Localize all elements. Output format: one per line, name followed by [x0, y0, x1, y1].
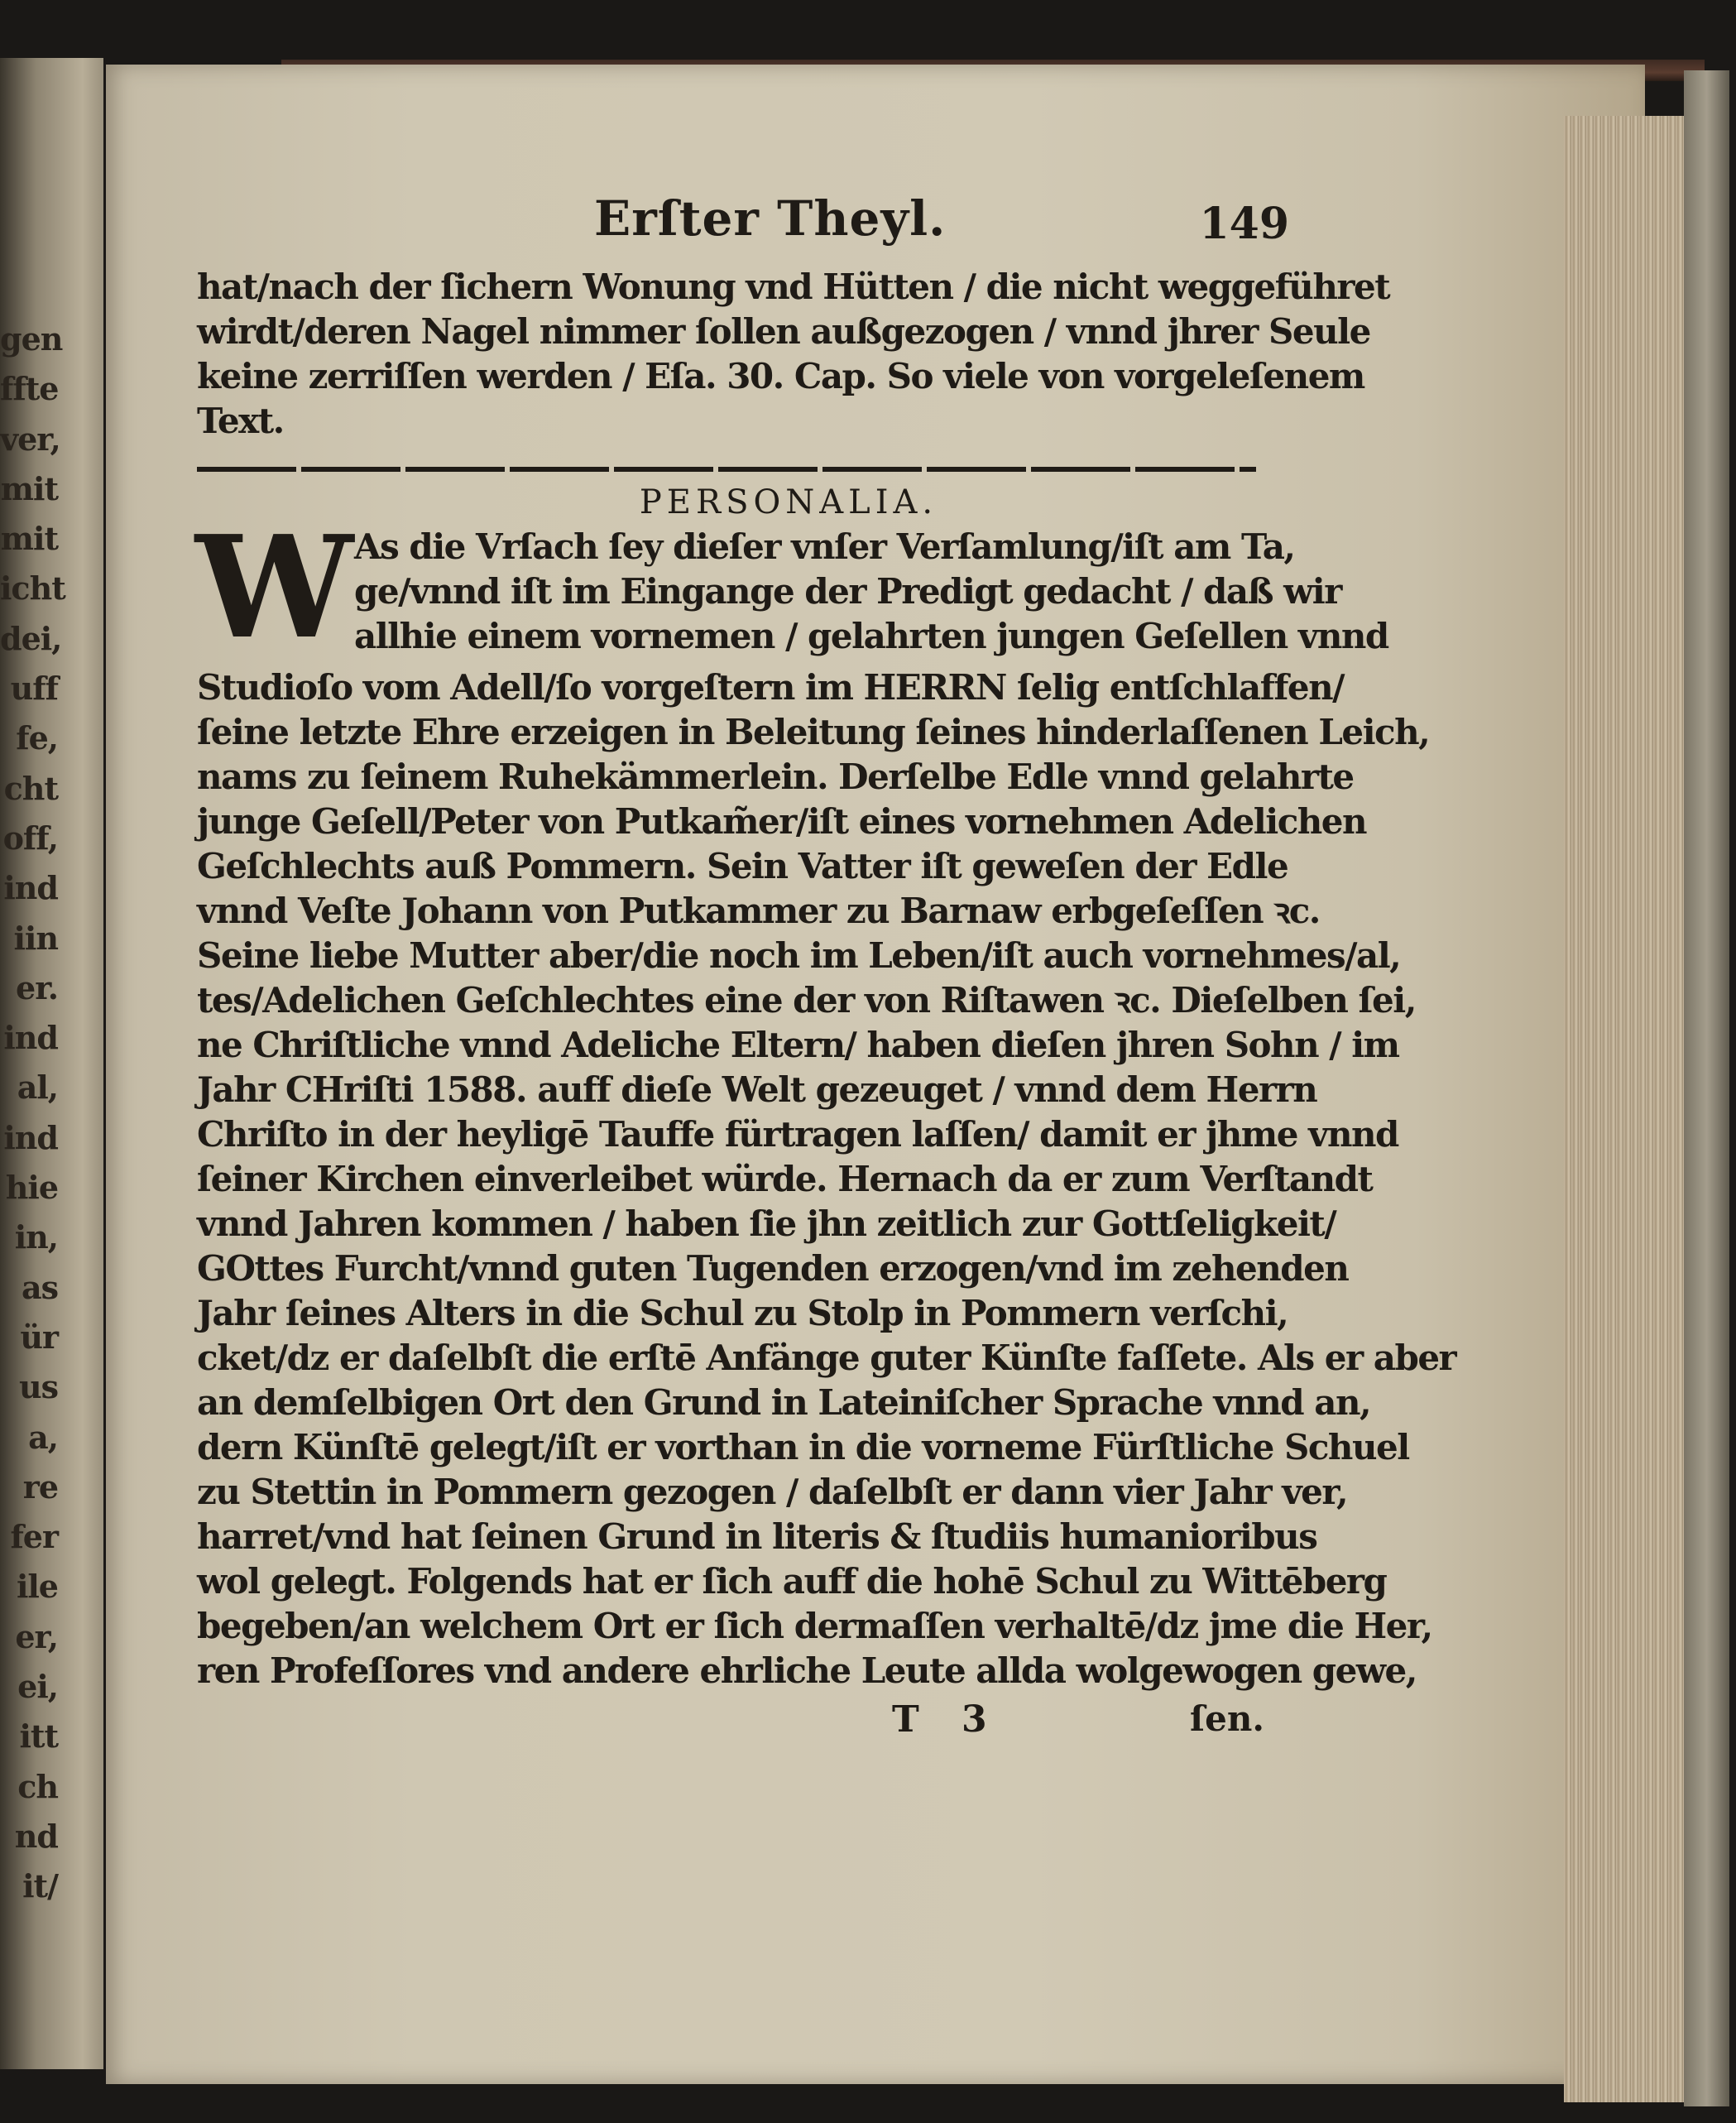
text-line: hat/nach der ſichern Wonung vnd Hütten / die nicht weggeführet	[197, 267, 1390, 307]
facing-page-fragment: off,	[2, 819, 58, 857]
text-line: Chriſto in der heyligē Tauffe fürtragen laſſen/ damit er jhme vnnd	[197, 1114, 1398, 1155]
text-line: harret/vnd hat ſeinen Grund in literis & ſtudiis humanioribus	[197, 1516, 1317, 1557]
text-line: Jahr CHriſti 1588. auff dieſe Welt gezeuget / vnnd dem Herrn	[197, 1069, 1317, 1110]
facing-page-fragment: ver,	[0, 420, 60, 458]
facing-page-fragment: ind	[3, 1019, 58, 1057]
decorated-initial: W	[195, 505, 353, 670]
section-heading: PERSONALIA.	[639, 483, 938, 521]
text-line: dern Künſtē gelegt/iſt er vorthan in die vorneme Fürſtliche Schuel	[197, 1427, 1409, 1467]
facing-page-fragment: in,	[14, 1218, 58, 1256]
text-line: zu Stettin in Pommern gezogen / daſelbſt er dann vier Jahr ver,	[197, 1472, 1348, 1512]
facing-page-fragment: uff	[10, 670, 58, 708]
page-header	[197, 190, 1289, 265]
text-line: GOttes Furcht/vnnd guten Tugenden erzogen/vnd im zehenden	[197, 1248, 1349, 1289]
facing-page-fragment: ind	[3, 1118, 58, 1156]
text-line: wol gelegt. Folgends hat er ſich auff die hohē Schul zu Wittēberg	[197, 1561, 1387, 1602]
initial-lines	[354, 525, 1388, 659]
text-line: Seine liebe Mutter aber/die noch im Leben/iſt auch vornehmes/al,	[197, 935, 1401, 976]
facing-page-fragment: ile	[16, 1568, 58, 1606]
text-line: Studioſo vom Adell/ſo vorgeſtern im HERRN ſelig entſchlaffen/	[197, 667, 1344, 708]
text-line: tes/Adelichen Geſchlechtes eine der von Riſtawen ꝛc. Dieſelben ſei,	[197, 980, 1416, 1021]
running-title: Erſter Theyl.	[594, 190, 947, 247]
section-divider	[197, 467, 1256, 472]
page-footer	[197, 1698, 1264, 1748]
page-number: 149	[1199, 199, 1289, 249]
facing-page-fragment: er,	[15, 1617, 58, 1655]
facing-page-fragment: er.	[16, 968, 58, 1006]
facing-page-fragment: itt	[19, 1717, 58, 1756]
facing-page-fragment: fer	[10, 1518, 58, 1556]
facing-page-fragment: mit	[0, 520, 58, 558]
signature-mark: T 3	[892, 1698, 1002, 1741]
text-line: an demſelbigen Ort den Grund in Lateiniſcher Sprache vnnd an,	[197, 1382, 1371, 1423]
facing-page-fragment: ind	[3, 869, 58, 907]
text-line: Text.	[197, 401, 284, 441]
facing-page-fragment: us	[18, 1368, 58, 1406]
text-line: As die Vrſach ſey dieſer vnſer Verſamlung/iſt am Ta,	[354, 526, 1295, 567]
text-line: junge Geſell/Peter von Putkam̃er/iſt eines vornehmen Adelichen	[197, 801, 1367, 842]
text-line: ge/vnnd iſt im Eingange der Predigt gedacht / daß wir	[354, 571, 1341, 612]
text-line: ne Chriſtliche vnnd Adeliche Eltern/ haben dieſen jhren Sohn / im	[197, 1025, 1399, 1065]
facing-page-fragment: ffte	[0, 370, 59, 408]
page-text-block	[195, 190, 1456, 1748]
text-line: Jahr ſeines Alters in die Schul zu Stolp in Pommern verſchi,	[197, 1293, 1288, 1333]
text-line: ren Profeſſores vnd andere ehrliche Leute allda wolgewogen gewe,	[197, 1650, 1417, 1691]
facing-page-fragment: as	[21, 1268, 58, 1306]
facing-page-fragment: ei,	[17, 1668, 58, 1706]
text-line: nams zu ſeinem Ruhekämmerlein. Derſelbe Edle vnnd gelahrte	[197, 756, 1354, 797]
facing-page-fragment: al,	[17, 1069, 58, 1107]
facing-page-fragment: it/	[22, 1867, 58, 1905]
text-line: allhie einem vornemen / gelahrten jungen Geſellen vnnd	[354, 616, 1388, 656]
text-line: keine zerriſſen werden / Eſa. 30. Cap. So viele von vorgeleſenem	[197, 356, 1364, 396]
facing-page-fragment: mit	[0, 469, 58, 507]
page-edges	[1564, 116, 1684, 2102]
facing-page-fragment: ch	[17, 1767, 58, 1805]
facing-page-fragment: nd	[14, 1817, 58, 1855]
catchword: ſen.	[1190, 1698, 1264, 1739]
facing-page-fragment: ür	[20, 1318, 58, 1356]
book-cover-edge	[1684, 70, 1729, 2106]
text-line: vnnd Veſte Johann von Putkammer zu Barnaw erbgeſeſſen ꝛc.	[197, 891, 1320, 931]
facing-page-text	[0, 315, 65, 1912]
initial-paragraph-start	[195, 505, 1388, 670]
intro-paragraph	[197, 265, 1390, 444]
facing-page	[0, 58, 103, 2069]
facing-page-fragment: icht	[0, 569, 65, 608]
facing-page-fragment: dei,	[0, 619, 62, 657]
personalia-body	[197, 665, 1456, 1693]
text-line: cket/dz er daſelbſt die erſtē Anfänge guter Künſte faſſete. Als er aber	[197, 1338, 1456, 1378]
text-line: vnnd Jahren kommen / haben ſie jhn zeitlich zur Gottſeligkeit/	[197, 1203, 1336, 1244]
text-line: Geſchlechts auß Pommern. Sein Vatter iſt geweſen der Edle	[197, 846, 1288, 886]
facing-page-fragment: fe,	[16, 719, 58, 757]
facing-page-fragment: gen	[0, 320, 63, 358]
text-line: ſeiner Kirchen einverleibet würde. Hernach da er zum Verſtandt	[197, 1159, 1373, 1199]
facing-page-fragment: re	[22, 1467, 58, 1506]
text-line: wirdt/deren Nagel nimmer ſollen außgezogen / vnnd jhrer Seule	[197, 311, 1370, 352]
text-line: begeben/an welchem Ort er ſich dermaſſen verhaltē/dz jme die Her,	[197, 1606, 1432, 1646]
facing-page-fragment: a,	[28, 1418, 58, 1456]
facing-page-fragment: iin	[13, 919, 58, 957]
facing-page-fragment: hie	[5, 1169, 58, 1207]
text-line: ſeine letzte Ehre erzeigen in Beleitung ſeines hinderlaſſenen Leich,	[197, 712, 1430, 752]
facing-page-fragment: cht	[3, 769, 58, 807]
